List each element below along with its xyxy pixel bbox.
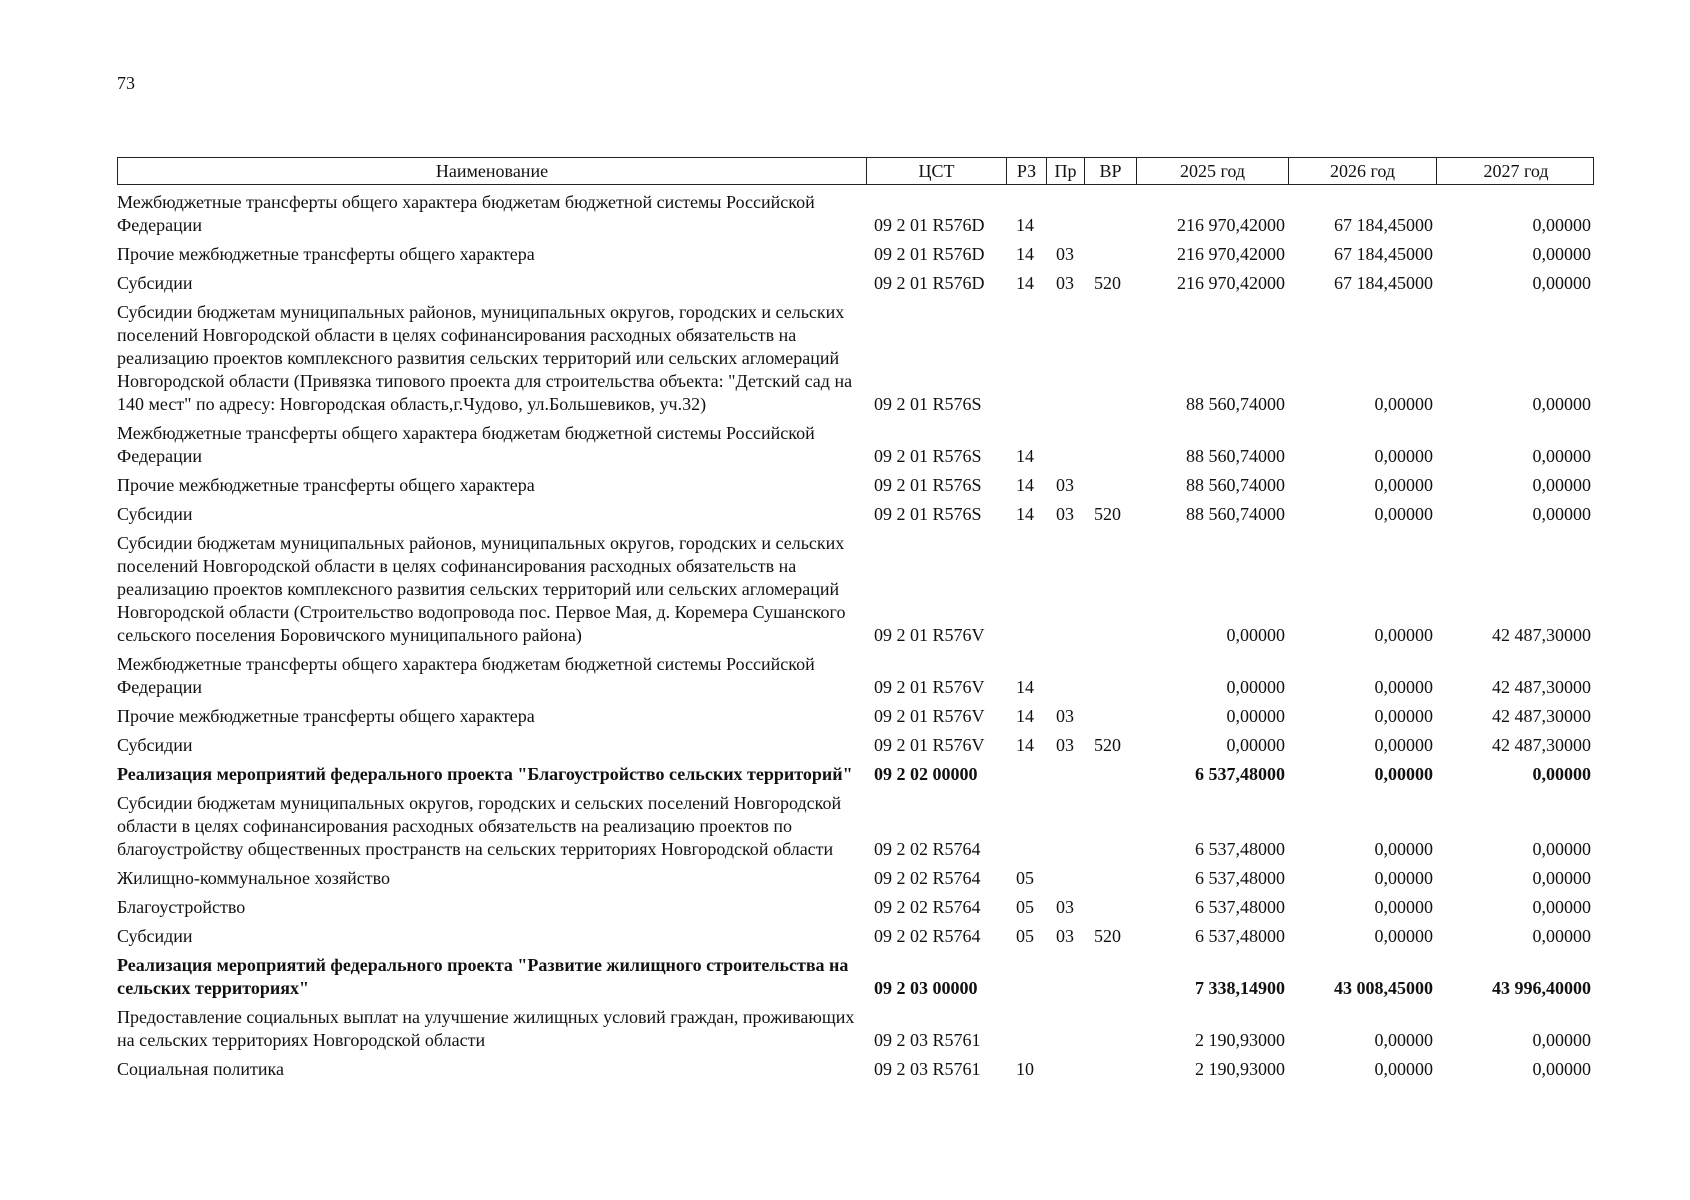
header-2025: 2025 год [1137,158,1289,184]
row-cst: 09 2 01 R576S [874,446,982,466]
row-value-2027: 42 487,30000 [1492,625,1591,645]
table-row [117,532,1594,647]
row-value-2027: 42 487,30000 [1492,706,1591,726]
row-value-2025: 88 560,74000 [1186,504,1285,524]
row-cst: 09 2 01 R576V [874,677,985,697]
row-cst: 09 2 02 00000 [874,764,978,784]
row-name: Субсидии [117,273,193,293]
row-pr: 03 [1056,735,1074,755]
header-vr: ВР [1085,158,1137,184]
row-value-2027: 0,00000 [1532,926,1591,946]
row-cst: 09 2 01 R576D [874,215,985,235]
table-row [117,925,1594,948]
row-rz: 10 [1016,1059,1034,1079]
row-vr: 520 [1094,735,1121,755]
row-value-2026: 67 184,45000 [1334,244,1433,264]
table-row [117,272,1594,295]
row-pr: 03 [1056,926,1074,946]
table-body [117,191,1594,1081]
row-pr: 03 [1056,706,1074,726]
row-rz: 14 [1016,215,1034,235]
row-value-2025: 216 970,42000 [1177,244,1285,264]
row-rz: 14 [1016,504,1034,524]
row-pr: 03 [1056,273,1074,293]
row-cst: 09 2 02 R5764 [874,868,981,888]
row-value-2025: 6 537,48000 [1195,897,1285,917]
row-rz: 14 [1016,273,1034,293]
row-value-2025: 0,00000 [1226,677,1285,697]
row-name: Прочие межбюджетные трансферты общего характера [117,244,535,264]
row-value-2027: 0,00000 [1532,394,1591,414]
row-name: Реализация мероприятий федерального проекта "Развитие жилищного строительства на сельских территориях" [117,955,849,998]
table-row [117,705,1594,728]
row-value-2027: 43 996,40000 [1492,978,1591,998]
table-row [117,474,1594,497]
row-name: Прочие межбюджетные трансферты общего характера [117,475,535,495]
row-cst: 09 2 01 R576S [874,394,982,414]
row-name: Жилищно-коммунальное хозяйство [117,868,391,888]
row-rz: 14 [1016,735,1034,755]
header-2026: 2026 год [1289,158,1437,184]
row-value-2027: 42 487,30000 [1492,677,1591,697]
row-value-2026: 0,00000 [1374,868,1433,888]
row-value-2026: 0,00000 [1374,475,1433,495]
header-rz: РЗ [1007,158,1047,184]
row-vr: 520 [1094,504,1121,524]
row-value-2027: 0,00000 [1532,475,1591,495]
row-value-2025: 88 560,74000 [1186,475,1285,495]
row-name: Межбюджетные трансферты общего характера бюджетам бюджетной системы Российской Федерации [117,192,815,235]
row-value-2027: 0,00000 [1532,215,1591,235]
row-name: Реализация мероприятий федерального проекта "Благоустройство сельских территорий" [117,764,853,784]
row-pr: 03 [1056,897,1074,917]
row-value-2026: 0,00000 [1374,926,1433,946]
row-value-2025: 0,00000 [1226,706,1285,726]
row-value-2027: 42 487,30000 [1492,735,1591,755]
row-cst: 09 2 01 R576S [874,475,982,495]
row-name: Межбюджетные трансферты общего характера бюджетам бюджетной системы Российской Федерации [117,654,815,697]
row-vr: 520 [1094,273,1121,293]
row-name: Прочие межбюджетные трансферты общего характера [117,706,535,726]
table-row [117,243,1594,266]
row-value-2025: 88 560,74000 [1186,446,1285,466]
table-row [117,954,1594,1000]
row-name: Межбюджетные трансферты общего характера бюджетам бюджетной системы Российской Федерации [117,423,815,466]
row-value-2025: 0,00000 [1226,735,1285,755]
header-name: Наименование [118,158,867,184]
header-pr: Пр [1047,158,1085,184]
row-value-2026: 0,00000 [1374,1030,1433,1050]
page-number: 73 [117,73,135,93]
row-name: Субсидии [117,735,193,755]
row-value-2025: 2 190,93000 [1195,1059,1285,1079]
row-name: Предоставление социальных выплат на улучшение жилищных условий граждан, проживающих на сельских территориях Новгородской области [117,1007,855,1050]
row-value-2026: 0,00000 [1374,504,1433,524]
row-value-2025: 6 537,48000 [1195,764,1285,784]
table-row [117,653,1594,699]
row-cst: 09 2 02 R5764 [874,926,981,946]
row-value-2025: 216 970,42000 [1177,215,1285,235]
row-value-2025: 88 560,74000 [1186,394,1285,414]
row-name: Субсидии бюджетам муниципальных округов, городских и сельских поселений Новгородской области в целях софинансирования расходных обязательств на реализацию проектов по благоустройству общественных пространств на сельских территориях Новгородской области [117,793,842,859]
table-row [117,867,1594,890]
row-cst: 09 2 01 R576D [874,244,985,264]
row-value-2026: 67 184,45000 [1334,273,1433,293]
row-rz: 05 [1016,926,1034,946]
row-value-2025: 2 190,93000 [1195,1030,1285,1050]
table-row [117,1058,1594,1081]
row-name: Субсидии бюджетам муниципальных районов, муниципальных округов, городских и сельских поселений Новгородской области в целях софинансирования расходных обязательств на реализацию проектов комплексного развития сельских территорий или сельских агломераций Новгородской области (Строительство водопровода пос. Первое Мая, д. Коремера Сушанского сельского поселения Боровичского муниципального района) [117,533,846,645]
row-value-2027: 0,00000 [1532,897,1591,917]
table-header [117,157,1594,185]
header-cst: ЦСТ [867,158,1007,184]
row-rz: 14 [1016,475,1034,495]
table-row [117,896,1594,919]
row-value-2025: 0,00000 [1226,625,1285,645]
budget-table [117,157,1594,1081]
row-value-2026: 43 008,45000 [1334,978,1433,998]
row-value-2027: 0,00000 [1532,446,1591,466]
table-row [117,503,1594,526]
row-cst: 09 2 01 R576V [874,625,985,645]
row-value-2026: 0,00000 [1374,1059,1433,1079]
row-value-2025: 6 537,48000 [1195,926,1285,946]
row-value-2027: 0,00000 [1532,244,1591,264]
row-rz: 14 [1016,446,1034,466]
table-row [117,792,1594,861]
row-cst: 09 2 03 R5761 [874,1059,981,1079]
row-name: Субсидии бюджетам муниципальных районов, муниципальных округов, городских и сельских поселений Новгородской области в целях софинансирования расходных обязательств на реализацию проектов комплексного развития сельских территорий или сельских агломераций Новгородской области (Привязка типового проекта для строительства объекта: "Детский сад на 140 мест" по адресу: Новгородская область,г.Чудово, ул.Большевиков, уч.32) [117,302,853,414]
row-cst: 09 2 01 R576V [874,706,985,726]
row-cst: 09 2 03 R5761 [874,1030,981,1050]
row-value-2025: 7 338,14900 [1195,978,1285,998]
row-rz: 14 [1016,706,1034,726]
row-cst: 09 2 02 R5764 [874,897,981,917]
row-cst: 09 2 01 R576V [874,735,985,755]
row-value-2026: 0,00000 [1374,706,1433,726]
row-value-2026: 0,00000 [1374,897,1433,917]
table-row [117,734,1594,757]
row-pr: 03 [1056,244,1074,264]
row-value-2026: 0,00000 [1374,764,1433,784]
row-value-2026: 0,00000 [1374,446,1433,466]
row-value-2027: 0,00000 [1532,868,1591,888]
row-rz: 05 [1016,897,1034,917]
table-row [117,301,1594,416]
row-cst: 09 2 03 00000 [874,978,978,998]
row-name: Субсидии [117,926,193,946]
row-value-2025: 6 537,48000 [1195,839,1285,859]
row-value-2026: 0,00000 [1374,839,1433,859]
table-row [117,763,1594,786]
row-value-2026: 0,00000 [1374,625,1433,645]
row-cst: 09 2 01 R576S [874,504,982,524]
row-value-2025: 216 970,42000 [1177,273,1285,293]
table-row [117,422,1594,468]
row-rz: 14 [1016,677,1034,697]
row-rz: 05 [1016,868,1034,888]
row-name: Благоустройство [117,897,246,917]
row-value-2025: 6 537,48000 [1195,868,1285,888]
row-rz: 14 [1016,244,1034,264]
row-cst: 09 2 02 R5764 [874,839,981,859]
row-value-2027: 0,00000 [1532,764,1591,784]
row-value-2027: 0,00000 [1532,1059,1591,1079]
row-pr: 03 [1056,475,1074,495]
row-value-2026: 0,00000 [1374,735,1433,755]
row-cst: 09 2 01 R576D [874,273,985,293]
row-value-2026: 0,00000 [1374,394,1433,414]
table-row [117,191,1594,237]
table-row [117,1006,1594,1052]
header-2027: 2027 год [1483,161,1549,181]
row-name: Социальная политика [117,1059,284,1079]
row-value-2026: 0,00000 [1374,677,1433,697]
row-value-2026: 67 184,45000 [1334,215,1433,235]
row-value-2027: 0,00000 [1532,504,1591,524]
row-value-2027: 0,00000 [1532,1030,1591,1050]
row-value-2027: 0,00000 [1532,273,1591,293]
row-vr: 520 [1094,926,1121,946]
row-name: Субсидии [117,504,193,524]
row-value-2027: 0,00000 [1532,839,1591,859]
row-pr: 03 [1056,504,1074,524]
